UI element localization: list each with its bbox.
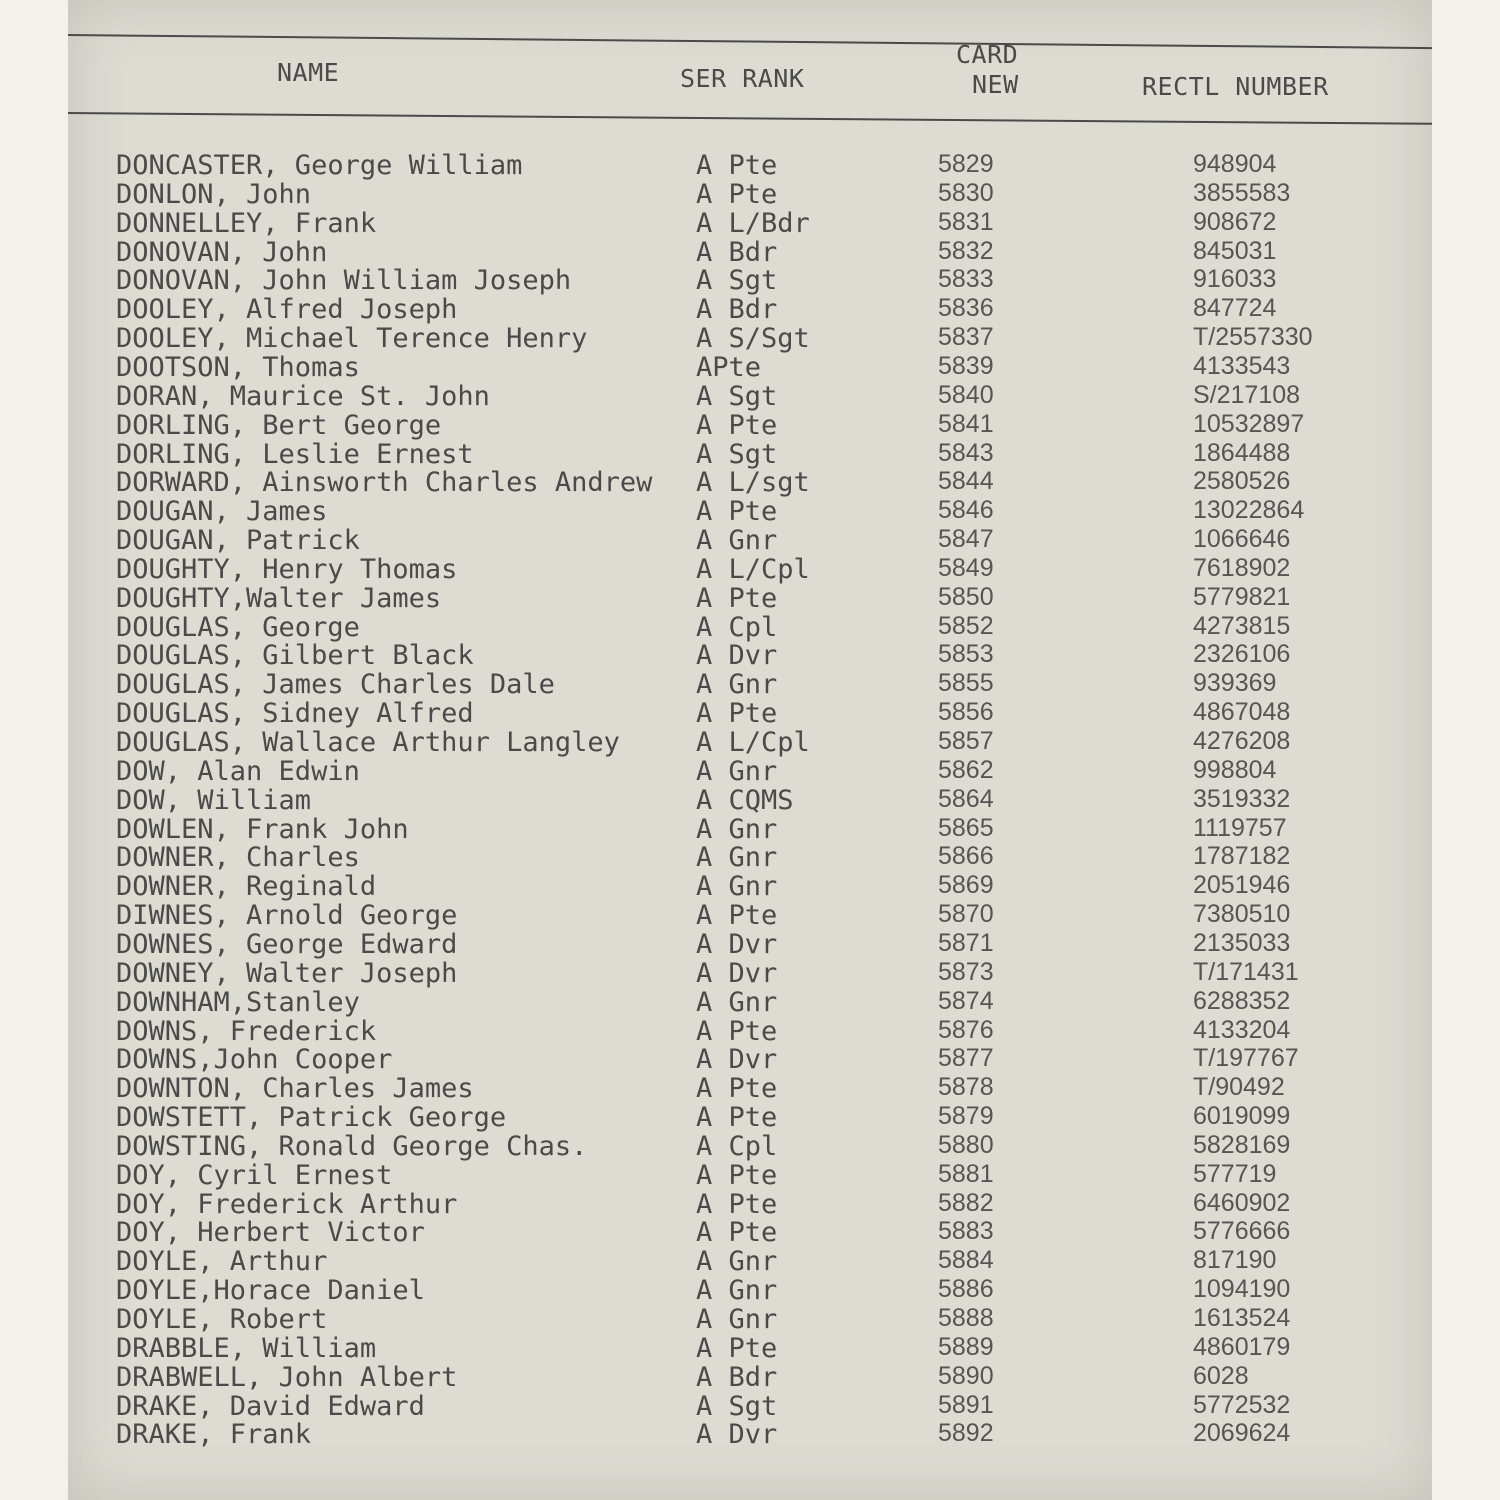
record-rectl-number: 1094190: [1193, 1275, 1291, 1304]
record-rank: A L/Cpl: [696, 727, 810, 758]
record-card-number: 5891: [938, 1390, 994, 1419]
record-card-number: 5856: [938, 698, 994, 727]
record-name: DORLING, Leslie Ernest: [116, 438, 474, 470]
record-card-number: 5882: [938, 1188, 994, 1217]
record-row: [0, 1304, 1500, 1333]
header-rectl-number: RECTL NUMBER: [1142, 72, 1329, 101]
record-rank: A Pte: [696, 150, 778, 181]
record-row: [0, 1362, 1500, 1391]
record-card-number: 5878: [938, 1073, 994, 1102]
record-name: DRABWELL, John Albert: [116, 1361, 458, 1393]
record-rectl-number: 939369: [1193, 669, 1277, 698]
record-card-number: 5869: [938, 871, 994, 900]
record-card-number: 5874: [938, 986, 994, 1015]
record-name: DOYLE,Horace Daniel: [116, 1275, 425, 1307]
record-rank: A Gnr: [696, 986, 778, 1018]
record-rank: A S/Sgt: [696, 323, 810, 355]
record-card-number: 5833: [938, 265, 994, 294]
record-rank: A Pte: [696, 409, 778, 441]
record-name: DOWNS, Frederick: [116, 1015, 377, 1047]
record-name: DOUGAN, James: [116, 496, 328, 528]
record-rank: A Gnr: [696, 813, 778, 845]
record-name: DOOLEY, Alfred Joseph: [116, 294, 458, 326]
record-rectl-number: 4867048: [1193, 698, 1291, 727]
record-row: [0, 1275, 1500, 1307]
record-row: [0, 1419, 1500, 1451]
record-card-number: 5864: [938, 784, 994, 813]
record-rectl-number: 4860179: [1193, 1332, 1291, 1361]
record-rank: A Gnr: [696, 755, 778, 787]
record-row: [0, 1160, 1500, 1189]
record-rectl-number: 847724: [1193, 294, 1277, 323]
record-name: DOUGLAS, James Charles Dale: [116, 669, 555, 701]
record-row: [0, 640, 1500, 672]
record-rank: APte: [696, 351, 762, 383]
record-name: DOWSTING, Ronald George Chas.: [116, 1130, 588, 1162]
record-card-number: 5889: [938, 1332, 994, 1361]
record-name: DRAKE, Frank: [116, 1419, 312, 1451]
record-name: DOW, William: [116, 784, 312, 816]
record-rank: A Pte: [696, 1073, 778, 1105]
record-name: DIWNES, Arnold George: [116, 900, 458, 932]
record-name: DONCASTER, George William: [116, 150, 523, 181]
record-rank: A Gnr: [696, 525, 778, 557]
record-row: [0, 496, 1500, 528]
record-row: [0, 150, 1500, 179]
record-rank: A Pte: [696, 496, 778, 528]
record-rectl-number: 4133543: [1193, 351, 1291, 380]
record-rectl-number: 5779821: [1193, 582, 1291, 611]
record-card-number: 5857: [938, 727, 994, 755]
record-card-number: 5883: [938, 1217, 994, 1246]
record-rectl-number: 5776666: [1193, 1217, 1291, 1246]
record-card-number: 5830: [938, 178, 994, 207]
record-row: [0, 265, 1500, 297]
record-row: [0, 179, 1500, 208]
record-rank: A Bdr: [696, 1361, 778, 1393]
record-name: DOWLEN, Frank John: [116, 813, 409, 845]
record-rank: A Gnr: [696, 1246, 778, 1278]
record-rectl-number: 6019099: [1193, 1102, 1291, 1131]
record-card-number: 5844: [938, 467, 994, 496]
record-rectl-number: 2326106: [1193, 640, 1291, 669]
record-row: [0, 410, 1500, 439]
record-row: [0, 958, 1500, 987]
record-row: [0, 900, 1500, 932]
record-card-number: 5884: [938, 1246, 994, 1275]
record-row: [0, 669, 1500, 701]
record-card-number: 5840: [938, 380, 994, 409]
record-name: DOWNS,John Cooper: [116, 1044, 393, 1076]
record-row: [0, 871, 1500, 903]
record-name: DONOVAN, John William Joseph: [116, 265, 572, 297]
record-rank: A Dvr: [696, 1044, 778, 1076]
record-rank: A Gnr: [696, 871, 778, 903]
record-card-number: 5890: [938, 1361, 994, 1390]
record-rank: A Pte: [696, 1159, 778, 1191]
record-rank: A L/sgt: [696, 467, 810, 499]
record-rectl-number: 1066646: [1193, 525, 1291, 554]
record-rank: A Bdr: [696, 236, 778, 268]
record-rectl-number: T/90492: [1193, 1073, 1285, 1102]
record-rank: A Sgt: [696, 380, 778, 412]
record-rectl-number: 4273815: [1193, 611, 1291, 640]
record-row: [0, 554, 1500, 583]
record-rectl-number: 1864488: [1193, 438, 1291, 467]
record-rectl-number: T/171431: [1193, 957, 1299, 986]
record-rectl-number: T/197767: [1193, 1044, 1299, 1073]
record-rectl-number: 5828169: [1193, 1130, 1291, 1159]
record-name: DONOVAN, John: [116, 236, 328, 268]
record-row: [0, 612, 1500, 641]
record-rectl-number: 1119757: [1193, 813, 1287, 842]
record-name: DOWNER, Reginald: [116, 871, 377, 903]
record-rank: A Pte: [696, 178, 778, 210]
record-card-number: 5877: [938, 1044, 994, 1073]
record-rank: A Dvr: [696, 957, 778, 989]
record-rank: A Gnr: [696, 842, 778, 874]
record-row: [0, 756, 1500, 785]
record-row: [0, 727, 1500, 756]
record-row: [0, 1217, 1500, 1249]
record-row: [0, 381, 1500, 410]
record-rectl-number: 2069624: [1193, 1419, 1291, 1448]
record-rank: A Sgt: [696, 1390, 778, 1422]
record-card-number: 5855: [938, 669, 994, 698]
record-row: [0, 842, 1500, 874]
record-name: DONLON, John: [116, 178, 312, 210]
record-rank: A Cpl: [696, 1130, 778, 1162]
record-rank: A Pte: [696, 900, 778, 932]
record-rectl-number: 2051946: [1193, 871, 1291, 900]
record-rank: A Pte: [696, 1188, 778, 1220]
record-name: DOOTSON, Thomas: [116, 351, 360, 383]
record-card-number: 5850: [938, 582, 994, 611]
record-card-number: 5829: [938, 150, 994, 178]
record-row: [0, 1189, 1500, 1218]
record-card-number: 5888: [938, 1304, 994, 1332]
record-card-number: 5871: [938, 928, 994, 957]
record-row: [0, 929, 1500, 958]
record-card-number: 5866: [938, 842, 994, 871]
record-rank: A Pte: [696, 1217, 778, 1249]
record-name: DORWARD, Ainsworth Charles Andrew: [116, 467, 653, 499]
record-rectl-number: 6460902: [1193, 1188, 1291, 1217]
record-rank: A Dvr: [696, 640, 778, 672]
record-name: DOY, Cyril Ernest: [116, 1159, 393, 1191]
record-rectl-number: 2580526: [1193, 467, 1291, 496]
record-rectl-number: S/217108: [1193, 380, 1301, 409]
record-name: DOUGLAS, Gilbert Black: [116, 640, 474, 672]
record-rectl-number: 13022864: [1193, 496, 1305, 525]
record-name: DOY, Frederick Arthur: [116, 1188, 458, 1220]
record-name: DOY, Herbert Victor: [116, 1217, 425, 1249]
record-row: [0, 987, 1500, 1016]
record-row: [0, 1391, 1500, 1420]
record-card-number: 5873: [938, 957, 994, 986]
record-rank: A Gnr: [696, 1275, 778, 1307]
record-row: [0, 814, 1500, 843]
record-name: DOYLE, Robert: [116, 1304, 328, 1335]
record-row: [0, 323, 1500, 355]
record-card-number: 5843: [938, 438, 994, 467]
record-name: DRABBLE, William: [116, 1332, 377, 1364]
header-name: NAME: [277, 58, 340, 87]
record-rectl-number: 10532897: [1193, 409, 1305, 438]
record-card-number: 5876: [938, 1015, 994, 1044]
record-row: [0, 1102, 1500, 1134]
record-rank: A L/Cpl: [696, 553, 810, 585]
record-card-number: 5886: [938, 1275, 994, 1304]
record-row: [0, 1016, 1500, 1045]
record-rank: A Cpl: [696, 611, 778, 643]
record-rank: A Sgt: [696, 438, 778, 470]
record-row: [0, 439, 1500, 468]
record-rank: A Pte: [696, 1015, 778, 1047]
record-rectl-number: 7380510: [1193, 900, 1291, 929]
record-card-number: 5879: [938, 1102, 994, 1131]
header-card: CARD: [956, 40, 1019, 69]
record-name: DOUGHTY, Henry Thomas: [116, 553, 458, 585]
record-rank: A Gnr: [696, 669, 778, 701]
record-name: DOUGLAS, Sidney Alfred: [116, 698, 474, 730]
record-rank: A Gnr: [696, 1304, 778, 1335]
record-rank: A Dvr: [696, 1419, 778, 1451]
record-row: [0, 525, 1500, 557]
record-name: DRAKE, David Edward: [116, 1390, 425, 1422]
record-name: DOYLE, Arthur: [116, 1246, 328, 1278]
record-card-number: 5836: [938, 294, 994, 323]
record-row: [0, 1131, 1500, 1160]
record-rank: A Bdr: [696, 294, 778, 326]
record-rank: A Sgt: [696, 265, 778, 297]
record-row: [0, 785, 1500, 814]
record-name: DOWNEY, Walter Joseph: [116, 957, 458, 989]
record-name: DOUGAN, Patrick: [116, 525, 360, 557]
record-card-number: 5892: [938, 1419, 994, 1448]
record-rectl-number: 1787182: [1193, 842, 1291, 871]
record-row: [0, 237, 1500, 266]
record-row: [0, 1044, 1500, 1076]
record-rank: A Pte: [696, 1102, 778, 1134]
record-rectl-number: 5772532: [1193, 1390, 1291, 1419]
record-name: DONNELLEY, Frank: [116, 207, 377, 239]
record-rank: A Pte: [696, 582, 778, 614]
record-card-number: 5832: [938, 236, 994, 265]
record-rank: A L/Bdr: [696, 207, 810, 239]
record-name: DOUGLAS, George: [116, 611, 360, 643]
record-rank: A Pte: [696, 1332, 778, 1364]
record-name: DOOLEY, Michael Terence Henry: [116, 323, 588, 355]
record-rank: A Pte: [696, 698, 778, 730]
record-name: DOWSTETT, Patrick George: [116, 1102, 507, 1134]
record-name: DOWNHAM,Stanley: [116, 986, 360, 1018]
record-row: [0, 1246, 1500, 1278]
record-rectl-number: 3519332: [1193, 784, 1291, 813]
record-rectl-number: 4133204: [1193, 1015, 1291, 1044]
record-name: DOWNES, George Edward: [116, 928, 458, 960]
record-name: DORAN, Maurice St. John: [116, 380, 490, 412]
record-rectl-number: 845031: [1193, 236, 1277, 265]
record-row: [0, 1333, 1500, 1362]
header-ser-rank: SER RANK: [680, 64, 805, 93]
record-card-number: 5847: [938, 525, 994, 554]
record-card-number: 5839: [938, 351, 994, 380]
record-rectl-number: 948904: [1193, 150, 1277, 178]
record-card-number: 5853: [938, 640, 994, 669]
record-rectl-number: 3855583: [1193, 178, 1291, 207]
record-name: DOW, Alan Edwin: [116, 755, 360, 787]
record-card-number: 5849: [938, 553, 994, 582]
record-row: [0, 583, 1500, 612]
record-name: DOWNTON, Charles James: [116, 1073, 474, 1105]
record-row: [0, 294, 1500, 326]
record-card-number: 5831: [938, 207, 994, 236]
record-rectl-number: 817190: [1193, 1246, 1277, 1275]
record-rectl-number: 916033: [1193, 265, 1277, 294]
record-name: DORLING, Bert George: [116, 409, 442, 441]
record-rectl-number: 6288352: [1193, 986, 1291, 1015]
record-rectl-number: 6028: [1193, 1361, 1249, 1390]
record-name: DOUGHTY,Walter James: [116, 582, 442, 614]
record-rank: A CQMS: [696, 784, 794, 816]
record-rectl-number: 908672: [1193, 207, 1277, 236]
header-new: NEW: [972, 70, 1019, 99]
record-row: [0, 208, 1500, 237]
record-rectl-number: T/2557330: [1193, 323, 1313, 352]
record-rectl-number: 577719: [1193, 1159, 1277, 1188]
record-card-number: 5841: [938, 409, 994, 438]
record-card-number: 5846: [938, 496, 994, 525]
record-card-number: 5870: [938, 900, 994, 929]
record-name: DOWNER, Charles: [116, 842, 360, 874]
record-rank: A Dvr: [696, 928, 778, 960]
record-card-number: 5865: [938, 813, 994, 842]
record-row: [0, 352, 1500, 381]
record-card-number: 5881: [938, 1159, 994, 1188]
record-card-number: 5880: [938, 1130, 994, 1159]
record-card-number: 5862: [938, 755, 994, 784]
record-rectl-number: 2135033: [1193, 928, 1291, 957]
record-card-number: 5852: [938, 611, 994, 640]
record-row: [0, 467, 1500, 499]
record-rectl-number: 4276208: [1193, 727, 1291, 755]
record-rectl-number: 998804: [1193, 755, 1277, 784]
record-row: [0, 698, 1500, 730]
record-rectl-number: 7618902: [1193, 553, 1291, 582]
record-row: [0, 1073, 1500, 1105]
record-card-number: 5837: [938, 323, 994, 352]
record-name: DOUGLAS, Wallace Arthur Langley: [116, 727, 620, 758]
record-rectl-number: 1613524: [1193, 1304, 1291, 1332]
